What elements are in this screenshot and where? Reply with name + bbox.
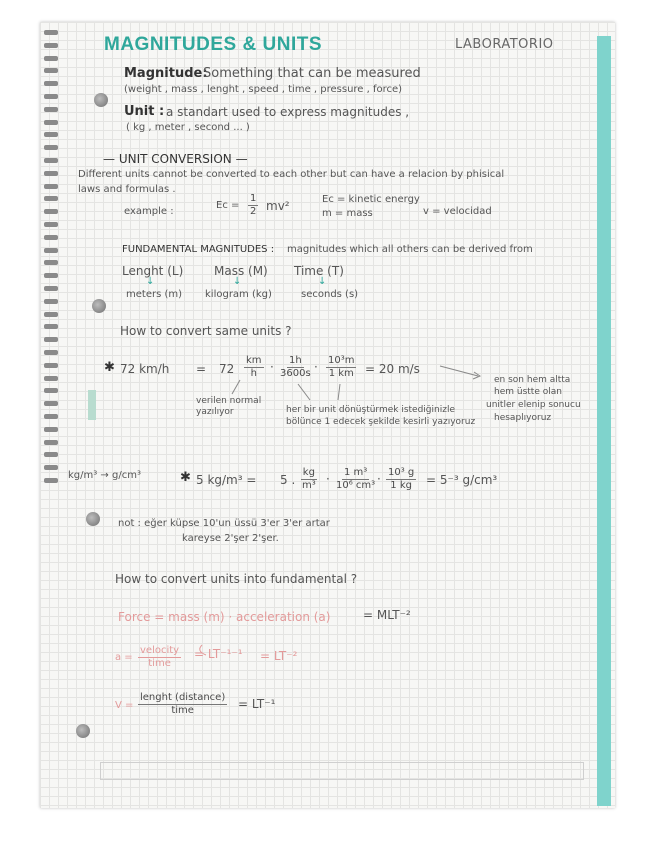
fraction-den: 1 km	[328, 368, 354, 379]
convert-same-question: How to convert same units ?	[120, 324, 292, 338]
density-fraction-3	[386, 467, 416, 492]
unit-meters: meters (m)	[126, 289, 183, 300]
note-side-2: hem üstte olan	[494, 387, 562, 397]
density-label: kg/m³ → g/cm³	[68, 470, 141, 481]
bottom-box	[100, 762, 584, 780]
fundamental-mass: Mass (M)	[214, 264, 268, 278]
fraction-num: lenght (distance)	[140, 692, 226, 703]
magnitude-examples: (weight , mass , lenght , speed , time , pressure , force)	[124, 84, 403, 95]
star-icon: ✱	[104, 360, 115, 375]
accel-mid: = LT⁻¹⁻¹	[194, 647, 243, 661]
unit-conversion-heading: — UNIT CONVERSION —	[103, 152, 248, 166]
fundamental-description: magnitudes which all others can be derived from	[287, 244, 533, 255]
fundamental-time: Time (T)	[294, 264, 344, 278]
density-value: 5 kg/m³ =	[196, 473, 257, 487]
speed-value: 72 km/h	[120, 362, 170, 376]
speed-eq: =	[196, 362, 207, 376]
fraction-num: 10³ g	[388, 467, 415, 478]
accel-label: a =	[115, 652, 133, 663]
accel-fraction	[138, 645, 181, 670]
fraction-den: 3600s	[280, 368, 311, 379]
fraction-den: 10⁶ cm³	[336, 480, 376, 491]
star-icon: ✱	[180, 470, 191, 485]
fraction-den: time	[171, 705, 194, 716]
density-coef: 5 .	[280, 473, 296, 487]
velocity-label: V =	[115, 700, 134, 711]
legend-v: v = velocidad	[423, 206, 492, 217]
note-given: verilen normal yazılıyor	[196, 396, 262, 417]
example-label: example :	[124, 206, 174, 217]
page-title: MAGNITUDES & UNITS	[104, 34, 322, 55]
legend-m: m = mass	[322, 208, 373, 219]
note-side-3: unitler elenip sonucu	[486, 400, 581, 410]
multiply-dot: ·	[377, 472, 381, 486]
unit-examples: ( kg , meter , second ... )	[126, 122, 250, 133]
note-line-2: kareyse 2'şer 2'şer.	[182, 533, 279, 544]
force-text: Force = mass (m) · acceleration (a)	[118, 610, 331, 624]
magnitude-definition: Something that can be measured	[203, 66, 421, 81]
unit-definition: a standart used to express magnitudes ,	[166, 105, 410, 119]
note-convert: her bir unit dönüştürmek istediğinizle bölünce 1 edecek şekilde kesirli yazıyoruz	[286, 405, 476, 427]
fraction-num: 10³m	[328, 355, 355, 366]
fraction-den: 1 kg	[390, 480, 412, 491]
note-side-4: hesaplıyoruz	[494, 413, 552, 423]
unit-kilogram: kilogram (kg)	[205, 289, 272, 300]
density-result: = 5⁻³ g/cm³	[426, 473, 498, 487]
magnitude-label: Magnitude:	[124, 66, 208, 81]
fraction-den: m³	[302, 480, 316, 491]
fundamental-heading: FUNDAMENTAL MAGNITUDES :	[122, 244, 275, 255]
subject-label: LABORATORIO	[455, 37, 554, 52]
density-fraction-2	[334, 467, 377, 492]
arrow-down-icon: ↓	[318, 276, 327, 287]
speed-coef: 72	[219, 362, 235, 376]
formula-num: 1	[250, 193, 257, 204]
fraction-num: km	[246, 355, 262, 366]
arrow-down-icon: ↓	[233, 276, 242, 287]
formula-den: 2	[250, 206, 257, 217]
fraction-den: time	[148, 658, 171, 669]
velocity-fraction	[138, 692, 227, 717]
note-side-1: en son hem altta	[494, 375, 571, 385]
fraction-num: velocity	[140, 645, 180, 656]
formula-rhs: mv²	[266, 199, 290, 213]
unit-conversion-text-2: laws and formulas .	[78, 184, 176, 195]
fundamental-length: Lenght (L)	[122, 264, 184, 278]
fraction-num: kg	[302, 467, 315, 478]
multiply-dot: ·	[314, 360, 318, 374]
force-result: = MLT⁻²	[363, 608, 411, 622]
unit-conversion-text-1: Different units cannot be converted to each other but can have a relacion by phisical	[78, 169, 505, 180]
formula-lhs: Ec =	[216, 200, 240, 211]
fraction-num: 1h	[288, 355, 302, 366]
accel-result: = LT⁻²	[260, 649, 298, 663]
fraction-num: 1 m³	[343, 467, 368, 478]
speed-result: = 20 m/s	[365, 362, 420, 376]
multiply-dot: ·	[326, 472, 330, 486]
fundamental-convert-question: How to convert units into fundamental ?	[115, 572, 358, 586]
density-fraction-1	[300, 467, 318, 492]
multiply-dot: ·	[270, 360, 274, 374]
arrow-down-icon: ↓	[146, 276, 155, 287]
legend-ec: Ec = kinetic energy	[322, 194, 420, 205]
unit-seconds: seconds (s)	[301, 289, 359, 300]
fraction-den: h	[250, 368, 257, 379]
note-line-1: not : eğer küpse 10'un üssü 3'er 3'er artar	[118, 518, 330, 529]
velocity-result: = LT⁻¹	[238, 697, 276, 711]
unit-label: Unit :	[124, 104, 165, 119]
